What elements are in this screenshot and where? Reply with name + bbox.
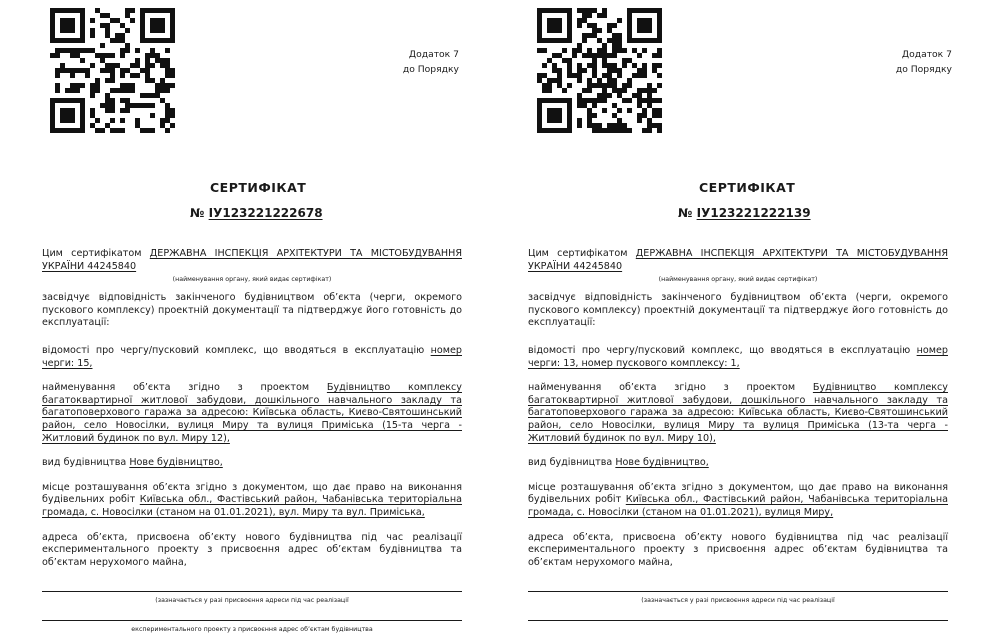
object-location (528, 482, 948, 520)
issuer-caption: (найменування органу, який видає сертифікат) (172, 276, 332, 284)
line-caption-1: (зазначається у разі присвоєння адреси під час реалізації (641, 597, 835, 605)
qr-code-icon (50, 8, 175, 133)
object-location (42, 482, 462, 520)
annex-line-1: Додаток 7 (901, 49, 952, 60)
queue-value: номер черги: 15, (42, 344, 462, 369)
annex-label (896, 47, 952, 77)
certificate-number (190, 206, 323, 220)
construction-type (528, 457, 948, 470)
certifies-text: засвідчує відповідність закінченого будівництвом об’єкта (черги, окремого пускового комплексу) проектній документації та підтверджує його готовність до експлуатації: (42, 292, 462, 329)
certificate-title: СЕРТИФІКАТ (699, 180, 796, 195)
location-prefix: місце розташування об’єкта згідно з документом, що дає право на виконання будівельних робіт (42, 481, 462, 506)
location-value: Київська обл., Фастівський район, Чабанівська територіальна громада, с. Новосілки (станом на 01.01.2021), вулиця Миру, (528, 494, 948, 518)
certificate-number-value: ІУ123221222139 (696, 206, 811, 220)
issuer-caption: (найменування органу, який видає сертифікат) (658, 276, 818, 284)
number-sign: № (190, 206, 205, 220)
annex-line-2: до Порядку (895, 64, 952, 75)
divider-line (528, 620, 948, 621)
name-prefix: найменування об’єкта згідно з проектом (528, 382, 796, 394)
issuer-line (528, 248, 948, 273)
certificate-right (500, 0, 970, 633)
line-caption-1: (зазначається у разі присвоєння адреси під час реалізації (155, 597, 349, 605)
location-prefix: місце розташування об’єкта згідно з документом, що дає право на виконання будівельних робіт (528, 481, 948, 506)
address-text: адреса об’єкта, присвоєна об’єкту нового будівництва під час реалізації експериментального проекту з присвоєння адрес об’єктам будівництва та об’єктам нерухомого майна, (528, 531, 948, 568)
annex-label (403, 47, 459, 77)
issuer-name: ДЕРЖАВНА ІНСПЕКЦІЯ АРХІТЕКТУРИ ТА МІСТОБУДУВАННЯ УКРАЇНИ 44245840 (42, 248, 462, 272)
intro-prefix: Цим сертифікатом (42, 248, 142, 259)
queue-prefix: відомості про чергу/пусковий комплекс, що вводяться в експлуатацію (42, 344, 425, 356)
certificate-number (678, 206, 811, 220)
queue-value: номер черги: 13, номер пускового комплексу: 1, (528, 344, 948, 369)
annex-line-1: Додаток 7 (408, 49, 459, 60)
certifies-text: засвідчує відповідність закінченого будівництвом об’єкта (черги, окремого пускового комплексу) проектній документації та підтверджує його готовність до експлуатації: (528, 292, 948, 329)
location-value: Київська обл., Фастівський район, Чабанівська територіальна громада, с. Новосілки (станом на 01.01.2021), вул. Миру та вул. Приміська, (42, 494, 462, 518)
object-name (42, 382, 462, 445)
queue-line (42, 345, 462, 370)
certificate-number-value: ІУ123221222678 (208, 206, 323, 220)
certificate-title: СЕРТИФІКАТ (210, 180, 307, 195)
issuer-name: ДЕРЖАВНА ІНСПЕКЦІЯ АРХІТЕКТУРИ ТА МІСТОБУДУВАННЯ УКРАЇНИ 44245840 (528, 248, 948, 272)
name-value: Будівництво комплексу багатоквартирної житлової забудови, дошкільного навчального закладу та багатоповерхового гаража за адресою: Київська область, Києво-Святошинський район, село Новосілки, вулиця Миру та вулиця Приміська (13-та черга - Житловий будинок по вул. Миру 10), (528, 382, 948, 444)
type-prefix: вид будівництва (42, 457, 127, 469)
annex-line-2: до Порядку (402, 64, 459, 75)
type-prefix: вид будівництва (528, 457, 613, 469)
object-name (528, 382, 948, 445)
queue-prefix: відомості про чергу/пусковий комплекс, що вводяться в експлуатацію (528, 344, 911, 356)
address-text: адреса об’єкта, присвоєна об’єкту нового будівництва під час реалізації експериментального проекту з присвоєння адрес об’єктам будівництва та об’єктам нерухомого майна, (42, 531, 462, 568)
certificate-body (42, 248, 462, 634)
queue-line (528, 345, 948, 370)
type-value: Нове будівництво, (129, 457, 223, 469)
certificate-left (0, 0, 470, 633)
name-value: Будівництво комплексу багатоквартирної житлової забудови, дошкільного навчального закладу та багатоповерхового гаража за адресою: Київська область, Києво-Святошинський район, село Новосілки, вулиця Миру та вулиця Приміська (15-та черга - Житловий будинок по вул. Миру 12), (42, 382, 462, 444)
qr-code-icon (537, 8, 662, 133)
number-sign: № (678, 206, 693, 220)
construction-type (42, 457, 462, 470)
type-value: Нове будівництво, (615, 457, 709, 469)
intro-prefix: Цим сертифікатом (528, 248, 628, 259)
issuer-line (42, 248, 462, 273)
name-prefix: найменування об’єкта згідно з проектом (42, 382, 310, 394)
certificate-body (528, 248, 948, 621)
line-caption-2: експериментального проекту з присвоєння адрес об’єктам будівництва (131, 626, 373, 634)
